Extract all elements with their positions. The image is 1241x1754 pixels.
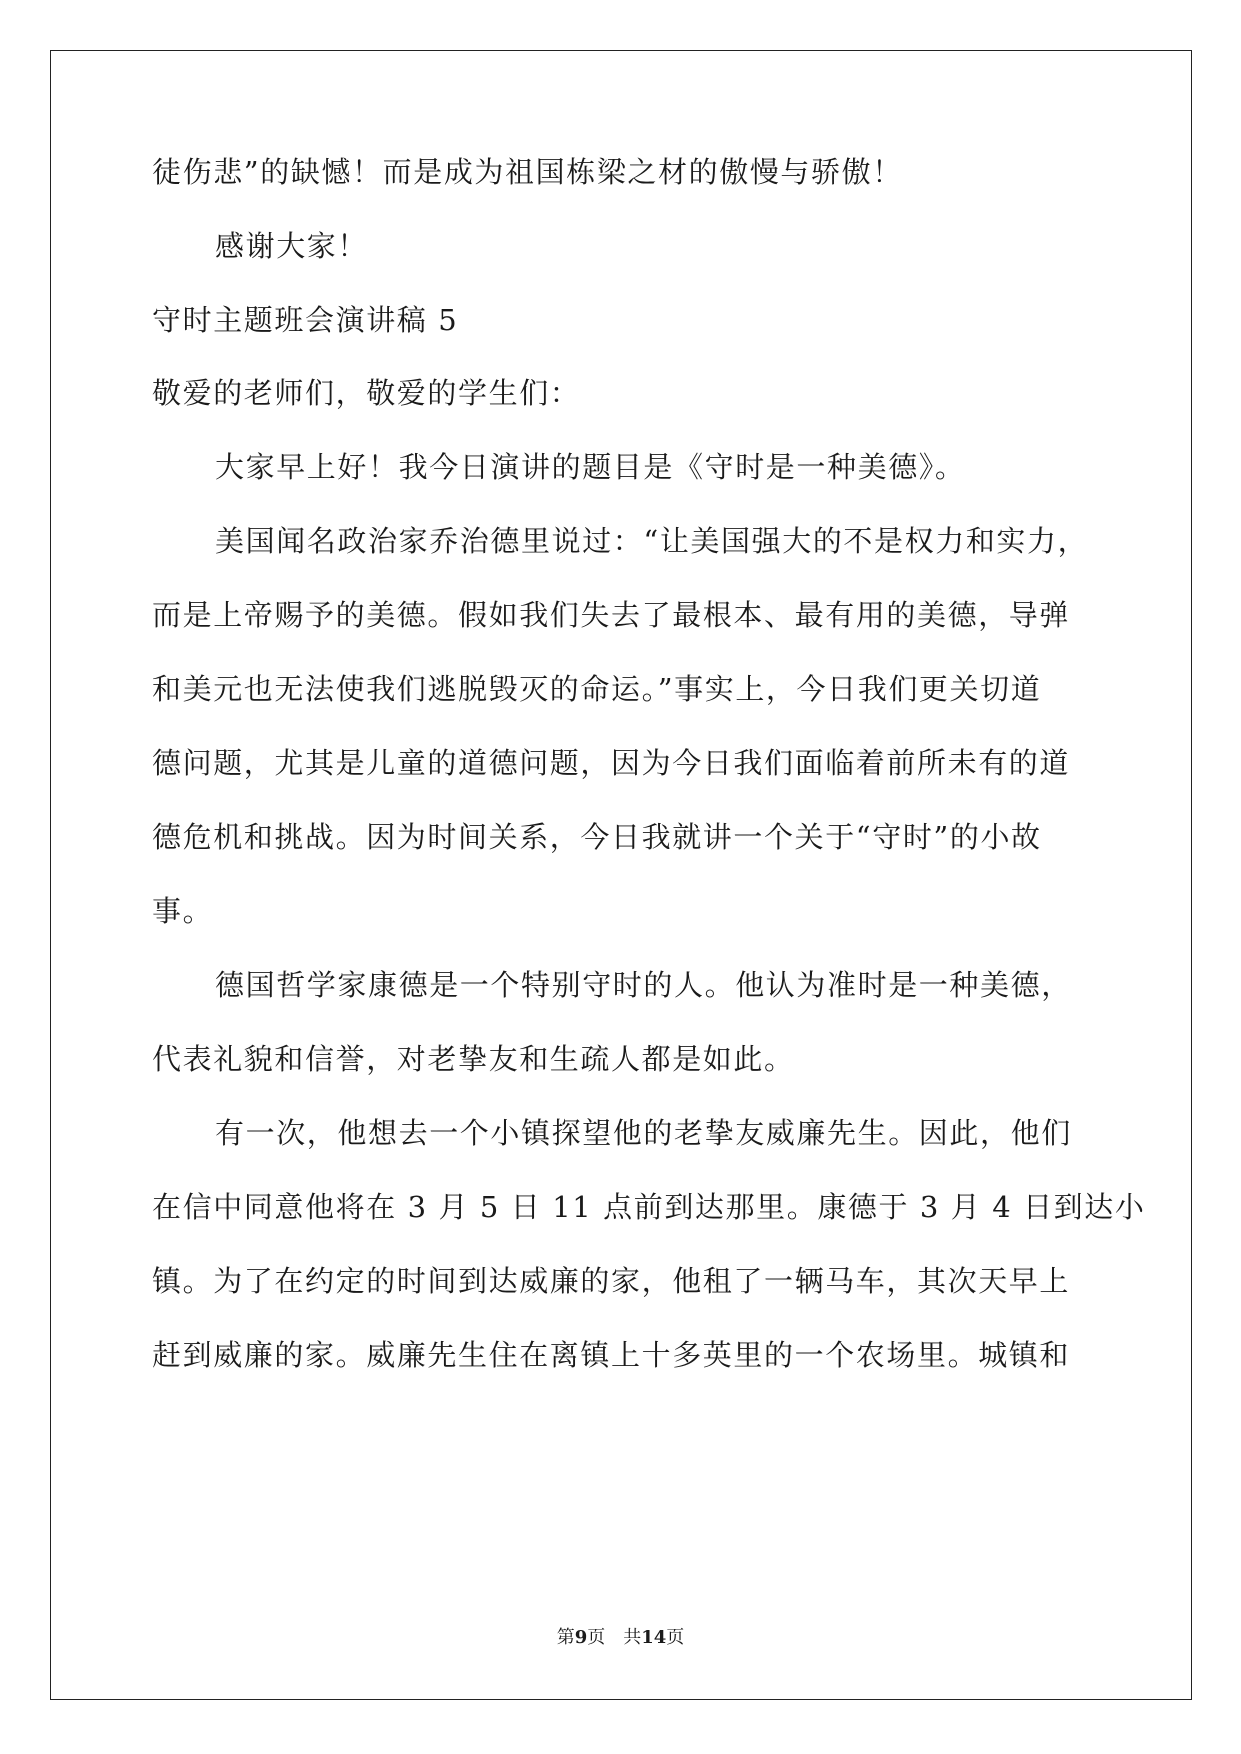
text-line: 感谢大家！	[215, 229, 369, 263]
text-line: 有一次，他想去一个小镇探望他的老挚友威廉先生。因此，他们	[215, 1116, 1072, 1150]
page-border	[50, 50, 1192, 1700]
current-page-number: 9	[574, 1627, 588, 1648]
salutation: 敬爱的老师们，敬爱的学生们：	[152, 376, 581, 410]
text-line: 德国哲学家康德是一个特别守时的人。他认为准时是一种美德，	[215, 968, 1072, 1002]
page-number-prefix: 第	[556, 1627, 575, 1648]
page-number-suffix: 页	[666, 1627, 685, 1648]
text-line: 德危机和挑战。因为时间关系，今日我就讲一个关于“守时”的小故	[152, 820, 1042, 854]
text-line: 美国闻名政治家乔治德里说过：“让美国强大的不是权力和实力，	[215, 524, 1089, 558]
text-line: 事。	[152, 894, 214, 928]
text-line: 德问题，尤其是儿童的道德问题，因为今日我们面临着前所未有的道	[152, 746, 1071, 780]
text-line: 在信中同意他将在 3 月 5 日 11 点前到达那里。康德于 3 月 4 日到达小	[152, 1190, 1146, 1224]
text-line: 和美元也无法使我们逃脱毁灭的命运。”事实上，今日我们更关切道	[152, 672, 1042, 706]
text-line: 镇。为了在约定的时间到达威廉的家，他租了一辆马车，其次天早上	[152, 1264, 1071, 1298]
page-footer	[0, 1626, 1241, 1650]
total-page-number: 14	[641, 1627, 667, 1648]
text-line: 赶到威廉的家。威廉先生住在离镇上十多英里的一个农场里。城镇和	[152, 1338, 1071, 1372]
text-line: 而是上帝赐予的美德。假如我们失去了最根本、最有用的美德，导弹	[152, 598, 1071, 632]
text-line: 代表礼貌和信誉，对老挚友和生疏人都是如此。	[152, 1042, 795, 1076]
text-line: 大家早上好！我今日演讲的题目是《守时是一种美德》。	[215, 450, 966, 484]
text-line: 徒伤悲”的缺憾！而是成为祖国栋梁之材的傲慢与骄傲！	[152, 155, 903, 189]
section-heading: 守时主题班会演讲稿 5	[152, 303, 459, 337]
page-number-mid: 页 共	[587, 1627, 642, 1648]
